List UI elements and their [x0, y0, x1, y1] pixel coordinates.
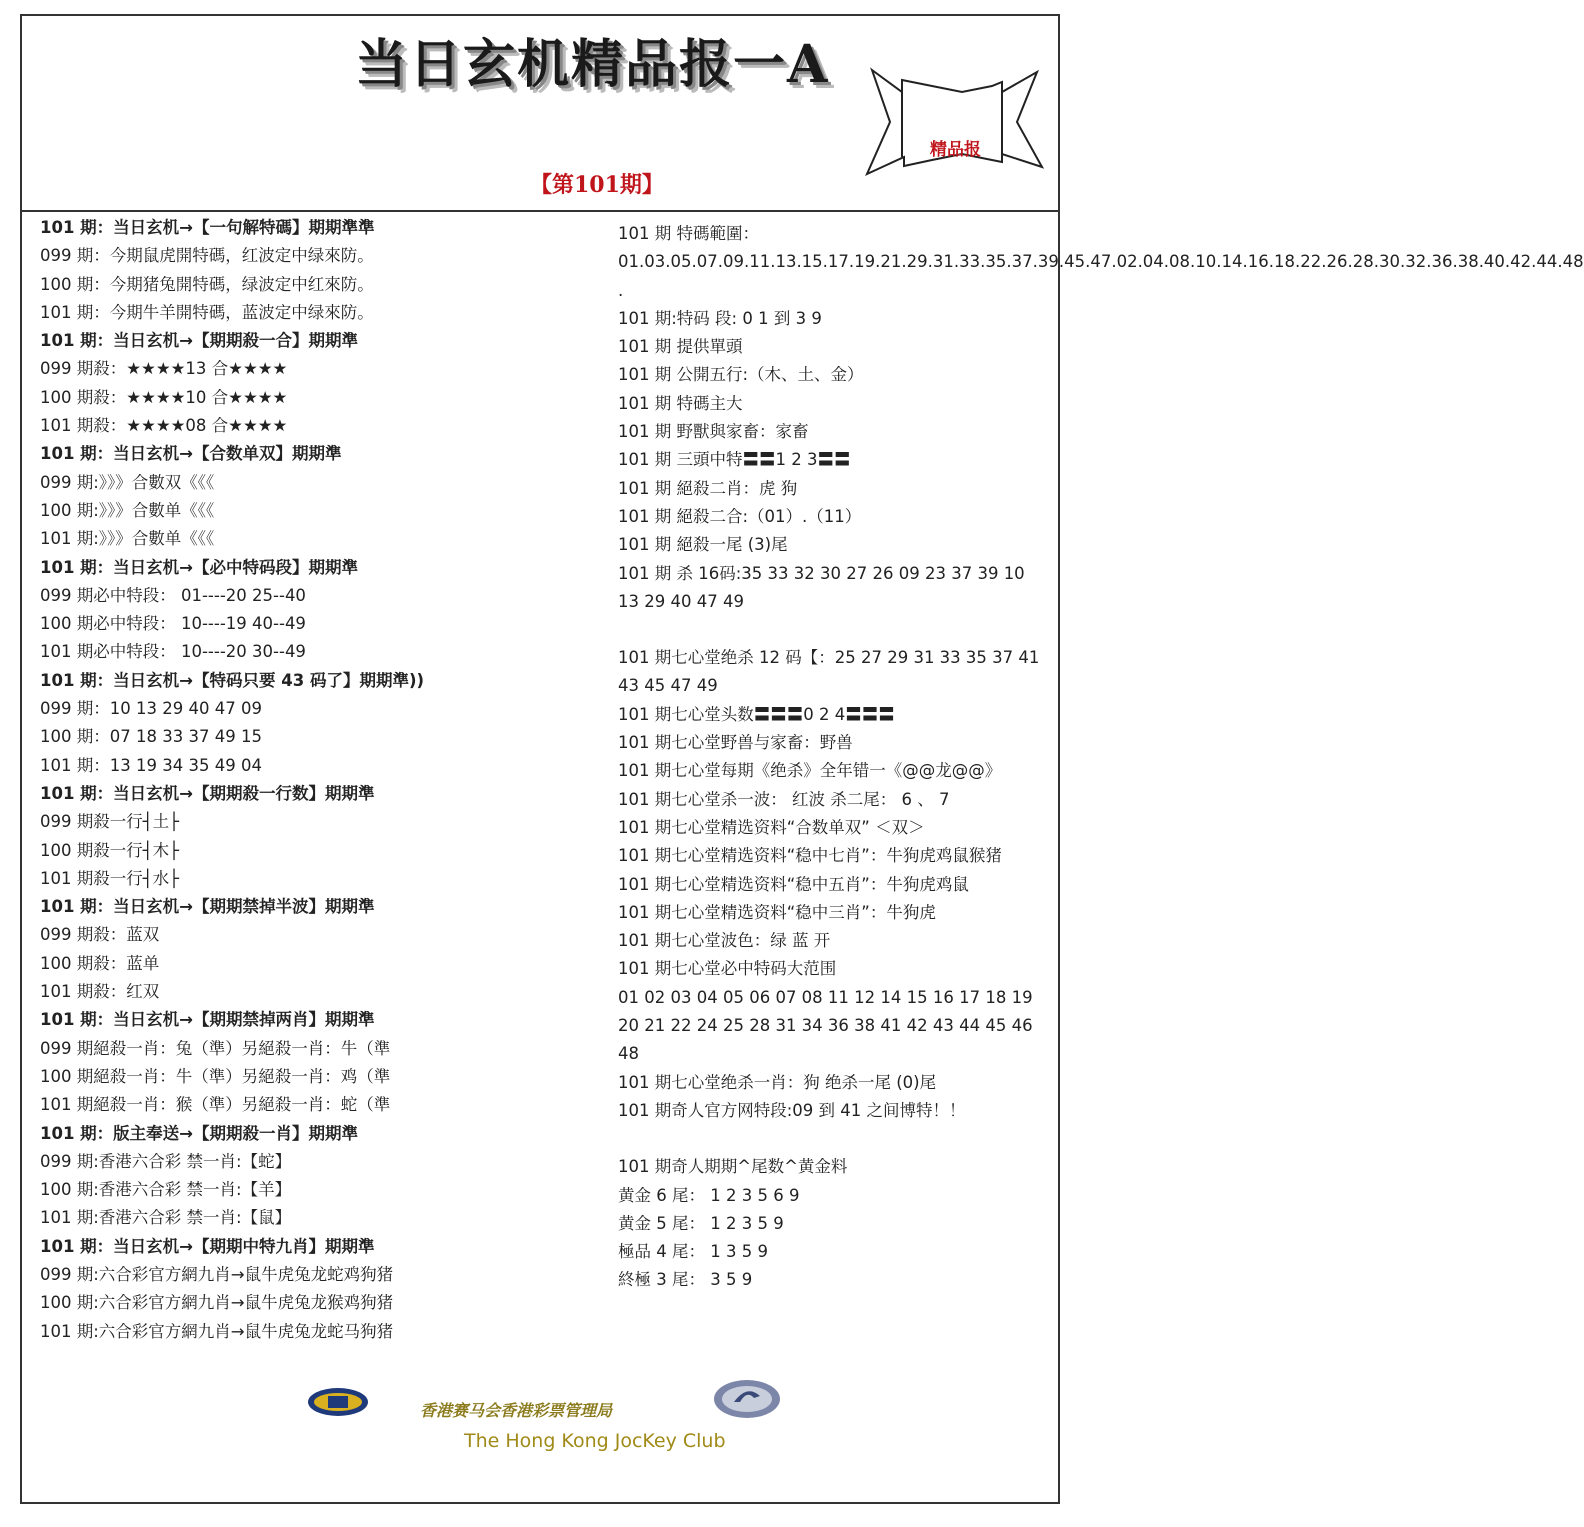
list-item: 101 期七心堂每期《绝杀》全年错一《@@龙@@》 — [618, 761, 1002, 781]
list-item: 099 期：今期鼠虎開特碼，红波定中绿來防。 — [40, 246, 374, 266]
left-column — [40, 214, 600, 1346]
section-heading: 101 期：当日玄机→【期期中特九肖】期期準 — [40, 1236, 375, 1256]
list-item: 100 期:六合彩官方網九肖→鼠牛虎兔龙猴鸡狗猪 — [40, 1293, 394, 1313]
list-item: 極品 4 尾： 1 3 5 9 — [618, 1242, 768, 1262]
list-item: 101 期:特码 段: 0 1 到 3 9 — [618, 308, 822, 328]
list-item: 101 期七心堂精选资料“稳中五肖”：牛狗虎鸡鼠 — [618, 874, 969, 894]
section-heading: 101 期：当日玄机→【一句解特碼】期期準準 — [40, 218, 375, 237]
list-item: 101 期 杀 16码:35 33 32 30 27 26 09 23 37 39 10 13 29 40 47 49 — [618, 563, 1025, 611]
list-item: 100 期：07 18 33 37 49 15 — [40, 727, 262, 747]
ribbon-banner-icon — [862, 62, 1052, 182]
list-item: 100 期:》》》合數单《《《 — [40, 500, 215, 520]
list-item: 101 期:》》》合數单《《《 — [40, 529, 215, 549]
section-heading: 101 期：当日玄机→【必中特码段】期期準 — [40, 557, 359, 577]
list-item: 101 期 特碼主大 — [618, 393, 743, 413]
page-title: 当日玄机精品报一A — [355, 34, 830, 95]
list-item: 100 期：今期猪兔開特碼，绿波定中红來防。 — [40, 274, 374, 294]
list-item: 101 期七心堂绝杀 12 码【：25 27 29 31 33 35 37 41 43 45 47 49 — [618, 648, 1040, 696]
list-item: 101 期 三頭中特〓〓1 2 3〓〓 — [618, 450, 851, 470]
list-item: 01 02 03 04 05 06 07 08 11 12 14 15 16 17 18 19 20 21 22 24 25 28 31 34 36 38 41 42 43 44 45 46 48 — [618, 987, 1033, 1064]
list-item: 101 期七心堂精选资料“稳中七肖”：牛狗虎鸡鼠猴猪 — [618, 846, 1002, 866]
spacer — [618, 616, 1048, 644]
list-item: 099 期:六合彩官方網九肖→鼠牛虎兔龙蛇鸡狗猪 — [40, 1264, 394, 1284]
list-item: 101 期 絕殺二肖：虎 狗 — [618, 478, 798, 498]
jockey-club-logo-icon — [306, 1386, 370, 1418]
list-item: 101 期七心堂绝杀一肖：狗 绝杀一尾 (0)尾 — [618, 1072, 937, 1092]
section-heading: 101 期：当日玄机→【期期禁掉两肖】期期準 — [40, 1010, 375, 1030]
list-item: 101 期殺一行┤水├ — [40, 868, 180, 888]
list-item: 101 期七心堂精选资料“合数单双” ＜双＞ — [618, 817, 925, 837]
list-item: 099 期必中特段： 01----20 25--40 — [40, 585, 306, 605]
list-item: 101 期必中特段： 10----20 30--49 — [40, 642, 306, 662]
list-item: 099 期殺一行┤土├ — [40, 812, 180, 832]
list-item: 099 期：10 13 29 40 47 09 — [40, 699, 262, 719]
section-heading: 101 期：当日玄机→【期期殺一行数】期期準 — [40, 783, 375, 803]
footer-english-name: The Hong Kong JocKey Club — [464, 1430, 726, 1452]
right-column — [618, 220, 1584, 1295]
list-item: 101 期:香港六合彩 禁一肖:【鼠】 — [40, 1208, 292, 1228]
section-heading: 101 期：当日玄机→【期期殺一合】期期準 — [40, 331, 359, 351]
section-heading: 101 期：版主奉送→【期期殺一肖】期期準 — [40, 1123, 359, 1143]
list-item: 101 期七心堂波色：绿 蓝 开 — [618, 931, 831, 951]
list-item: 101 期 野獸與家畜：家畜 — [618, 422, 809, 442]
list-item: 100 期殺：蓝单 — [40, 953, 160, 973]
list-item: 101 期奇人官方网特段:09 到 41 之间博特！！ — [618, 1100, 966, 1120]
spacer — [618, 1125, 1048, 1153]
issue-number: 【第101期】 — [530, 172, 664, 198]
section-heading: 101 期：当日玄机→【期期禁掉半波】期期準 — [40, 897, 375, 917]
list-item: 101 期七心堂杀一波： 红波 杀二尾： 6 、 7 — [618, 789, 950, 809]
list-item: 099 期殺：★★★★13 合★★★★ — [40, 359, 288, 379]
list-item: 101 期 絕殺二合:（01）.（11） — [618, 506, 862, 526]
list-item: 099 期:香港六合彩 禁一肖:【蛇】 — [40, 1151, 292, 1171]
list-item: 101 期殺：红双 — [40, 982, 160, 1002]
list-item: 101 期七心堂野兽与家畜：野兽 — [618, 733, 853, 753]
list-item: 101 期 絕殺一尾 (3)尾 — [618, 535, 788, 555]
list-item: 101 期奇人期期^尾数^黄金料 — [618, 1157, 848, 1177]
list-item: 終極 3 尾： 3 5 9 — [618, 1270, 753, 1290]
list-item: 01.03.05.07.09.11.13.15.17.19.21.29.31.33.35.37.39.45.47.02.04.08.10.14.16.18.22.26.28.30.32.36.38.40.42.44.48 . — [618, 252, 1584, 300]
section-heading: 101 期：当日玄机→【合数单双】期期準 — [40, 444, 342, 464]
list-item: 黄金 5 尾： 1 2 3 5 9 — [618, 1213, 784, 1233]
list-item: 100 期:香港六合彩 禁一肖:【羊】 — [40, 1180, 292, 1200]
list-item: 101 期:六合彩官方網九肖→鼠牛虎兔龙蛇马狗猪 — [40, 1321, 394, 1341]
footer-chinese-name: 香港赛马会香港彩票管理局 — [420, 1401, 613, 1420]
list-item: 101 期絕殺一肖：猴（準）另絕殺一肖：蛇（準 — [40, 1095, 391, 1115]
list-item: 100 期殺一行┤木├ — [40, 840, 180, 860]
list-item: 101 期：13 19 34 35 49 04 — [40, 755, 262, 775]
list-item: 101 期七心堂精选资料“稳中三肖”：牛狗虎 — [618, 902, 936, 922]
list-item: 099 期絕殺一肖：兔（準）另絕殺一肖：牛（準 — [40, 1038, 391, 1058]
list-item: 099 期:》》》合數双《《《 — [40, 472, 215, 492]
list-item: 101 期 公開五行:（木、土、金） — [618, 365, 864, 385]
list-item: 101 期：今期牛羊開特碼，蓝波定中绿來防。 — [40, 302, 374, 322]
section-heading: 101 期：当日玄机→【特码只要 43 码了】期期準)) — [40, 670, 425, 690]
list-item: 101 期殺：★★★★08 合★★★★ — [40, 416, 288, 436]
list-item: 黄金 6 尾： 1 2 3 5 6 9 — [618, 1185, 800, 1205]
banner-label: 精品报 — [930, 140, 981, 160]
lottery-board-logo-icon — [712, 1378, 782, 1420]
list-item: 100 期絕殺一肖：牛（準）另絕殺一肖：鸡（準 — [40, 1066, 391, 1086]
list-item: 101 期七心堂头数〓〓〓0 2 4〓〓〓 — [618, 704, 895, 724]
list-item: 101 期 特碼範圍： — [618, 224, 759, 243]
list-item: 100 期殺：★★★★10 合★★★★ — [40, 387, 288, 407]
list-item: 100 期必中特段： 10----19 40--49 — [40, 614, 306, 634]
list-item: 101 期 提供單頭 — [618, 337, 743, 357]
list-item: 099 期殺：蓝双 — [40, 925, 160, 945]
list-item: 101 期七心堂必中特码大范围 — [618, 959, 837, 979]
